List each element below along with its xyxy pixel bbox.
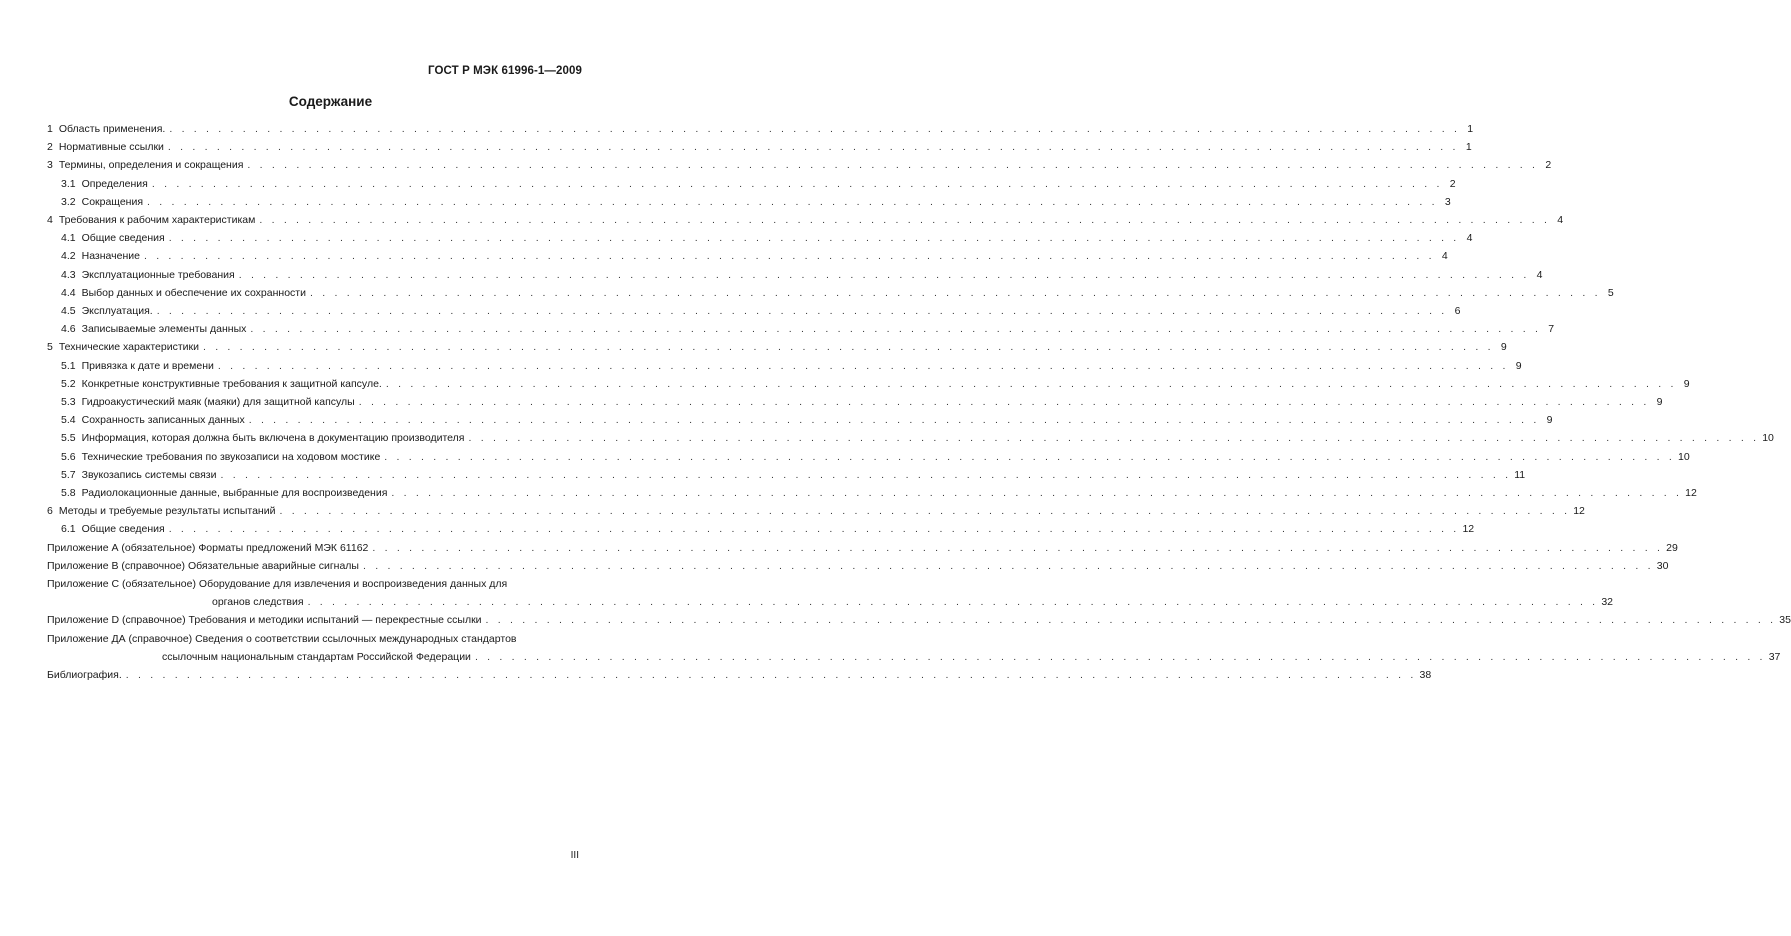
toc-entry-4-1[interactable] bbox=[47, 229, 1473, 247]
toc-entry-1[interactable] bbox=[47, 120, 1474, 138]
toc-page: 12 bbox=[1573, 505, 1585, 518]
dot-leader: . . . . . . . . . . . . . . . . . . . . . . . . . . . . . . . . . . . . . . . . . . . . . . . . . . . . . . . . . . . . . . . . . . . . . . . . . . . . . . . . . . . . . . . . . . . . . . . . . . . . . . . . . . bbox=[220, 468, 1512, 481]
dot-leader: . . . . . . . . . . . . . . . . . . . . . . . . . . . . . . . . . . . . . . . . . . . . . . . . . . . . . . . . . . . . . . . . . . . . . . . . . . . . . . . . . . . . . . . . . . . . . . . . . . . . . . . . . . bbox=[250, 323, 1542, 336]
toc-page: 11 bbox=[1514, 468, 1526, 481]
toc-number: 3 bbox=[47, 159, 53, 172]
toc-title: Технические требования по звукозаписи на ходовом мостике bbox=[81, 450, 381, 463]
dot-leader: . . . . . . . . . . . . . . . . . . . . . . . . . . . . . . . . . . . . . . . . . . . . . . . . . . . . . . . . . . . . . . . . . . . . . . . . . . . . . . . . . . . . . . . . . . . . . . . . . . . . . . . . . . bbox=[143, 250, 1435, 263]
toc-number: 5.4 bbox=[61, 414, 76, 427]
toc-page: 1 bbox=[1465, 141, 1472, 154]
dot-leader: . . . . . . . . . . . . . . . . . . . . . . . . . . . . . . . . . . . . . . . . . . . . . . . . . . . . . . . . . . . . . . . . . . . . . . . . . . . . . . . . . . . . . . . . . . . . . . . . . . . . . . . . . . bbox=[391, 487, 1683, 500]
toc-title: Гидроакустический маяк (маяки) для защитной капсулы bbox=[81, 396, 355, 409]
dot-leader: . . . . . . . . . . . . . . . . . . . . . . . . . . . . . . . . . . . . . . . . . . . . . . . . . . . . . . . . . . . . . . . . . . . . . . . . . . . . . . . . . . . . . . . . . . . . . . . . . . . . . . . . . . bbox=[217, 359, 1509, 372]
toc-page: 9 bbox=[1546, 414, 1553, 427]
toc-appendix-da[interactable] bbox=[47, 630, 1781, 666]
toc-number: 4 bbox=[47, 214, 53, 227]
toc-page: 3 bbox=[1444, 195, 1451, 208]
toc-entry-4-2[interactable] bbox=[47, 247, 1448, 265]
dot-leader: . . . . . . . . . . . . . . . . . . . . . . . . . . . . . . . . . . . . . . . . . . . . . . . . . . . . . . . . . . . . . . . . . . . . . . . . . . . . . . . . . . . . . . . . . . . . . . . . . . . . . . . . . . bbox=[147, 195, 1438, 208]
toc-page: 32 bbox=[1601, 596, 1613, 609]
toc-entry-5-6[interactable] bbox=[47, 448, 1690, 466]
toc-title: Приложение С (обязательное) Оборудование для извлечения и воспроизведения данных для bbox=[47, 578, 508, 591]
toc-number: 5.1 bbox=[61, 359, 76, 372]
toc-page: 35 bbox=[1779, 614, 1791, 627]
toc-title: Привязка к дате и времени bbox=[81, 359, 214, 372]
toc-page: 9 bbox=[1656, 396, 1663, 409]
toc-title: Звукозапись системы связи bbox=[81, 468, 217, 481]
toc-entry-5-1[interactable] bbox=[47, 357, 1522, 375]
dot-leader: . . . . . . . . . . . . . . . . . . . . . . . . . . . . . . . . . . . . . . . . . . . . . . . . . . . . . . . . . . . . . . . . . . . . . . . . . . . . . . . . . . . . . . . . . . . . . . . . . . . . . . . . . . bbox=[362, 559, 1654, 572]
toc-entry-5-7[interactable] bbox=[47, 466, 1526, 484]
toc-title: Библиография. bbox=[47, 669, 122, 682]
toc-title: Эксплуатационные требования bbox=[81, 268, 235, 281]
page-title: Содержание bbox=[288, 94, 373, 109]
toc-title: Методы и требуемые результаты испытаний bbox=[58, 505, 276, 518]
toc-entry-4-3[interactable] bbox=[47, 266, 1543, 284]
dot-leader: . . . . . . . . . . . . . . . . . . . . . . . . . . . . . . . . . . . . . . . . . . . . . . . . . . . . . . . . . . . . . . . . . . . . . . . . . . . . . . . . . . . . . . . . . . . . . . . . . . . . . . . . . . bbox=[238, 268, 1530, 281]
dot-leader: . . . . . . . . . . . . . . . . . . . . . . . . . . . . . . . . . . . . . . . . . . . . . . . . . . . . . . . . . . . . . . . . . . . . . . . . . . . . . . . . . . . . . . . . . . . . . . . . . . . . . . . . . . bbox=[169, 123, 1461, 135]
toc-page: 4 bbox=[1466, 232, 1473, 245]
toc-title: Приложение ДА (справочное) Сведения о соответствии ссылочных международных стандартов bbox=[47, 632, 517, 645]
toc-number: 1 bbox=[47, 123, 53, 135]
toc-title: Технические характеристики bbox=[58, 341, 199, 354]
toc-title: Термины, определения и сокращения bbox=[58, 159, 244, 172]
toc-number: 4.5 bbox=[61, 305, 76, 318]
toc-title: Общие сведения bbox=[81, 232, 165, 245]
toc-number: 5.7 bbox=[61, 468, 76, 481]
toc-page: 10 bbox=[1762, 432, 1774, 445]
dot-leader: . . . . . . . . . . . . . . . . . . . . . . . . . . . . . . . . . . . . . . . . . . . . . . . . . . . . . . . . . . . . . . . . . . . . . . . . . . . . . . . . . . . . . . . . . . . . . . . . . . . . . . . . . . bbox=[372, 541, 1664, 554]
toc-title: Радиолокационные данные, выбранные для воспроизведения bbox=[81, 487, 388, 500]
toc-number: 5.6 bbox=[61, 450, 76, 463]
document-code: ГОСТ Р МЭК 61996-1—2009 bbox=[428, 65, 582, 77]
toc-title: Конкретные конструктивные требования к защитной капсуле. bbox=[81, 377, 382, 390]
dot-leader: . . . . . . . . . . . . . . . . . . . . . . . . . . . . . . . . . . . . . . . . . . . . . . . . . . . . . . . . . . . . . . . . . . . . . . . . . . . . . . . . . . . . . . . . . . . . . . . . . . . . . . . . . . bbox=[485, 614, 1777, 627]
toc-page: 4 bbox=[1536, 268, 1543, 281]
dot-leader: . . . . . . . . . . . . . . . . . . . . . . . . . . . . . . . . . . . . . . . . . . . . . . . . . . . . . . . . . . . . . . . . . . . . . . . . . . . . . . . . . . . . . . . . . . . . . . . . . . . . . . . . . . bbox=[248, 414, 1540, 427]
toc-title: Эксплуатация. bbox=[81, 305, 153, 318]
toc-number: 4.4 bbox=[61, 286, 76, 299]
toc-entry-5-4[interactable] bbox=[47, 411, 1553, 429]
dot-leader: . . . . . . . . . . . . . . . . . . . . . . . . . . . . . . . . . . . . . . . . . . . . . . . . . . . . . . . . . . . . . . . . . . . . . . . . . . . . . . . . . . . . . . . . . . . . . . . . . . . . . . . . . . bbox=[151, 177, 1443, 190]
dot-leader: . . . . . . . . . . . . . . . . . . . . . . . . . . . . . . . . . . . . . . . . . . . . . . . . . . . . . . . . . . . . . . . . . . . . . . . . . . . . . . . . . . . . . . . . . . . . . . . . . . . . . . . . . . bbox=[168, 232, 1460, 245]
dot-leader: . . . . . . . . . . . . . . . . . . . . . . . . . . . . . . . . . . . . . . . . . . . . . . . . . . . . . . . . . . . . . . . . . . . . . . . . . . . . . . . . . . . . . . . . . . . . . . . . . . . . . . . . . . bbox=[259, 214, 1551, 227]
toc-entry-4-6[interactable] bbox=[47, 320, 1555, 338]
toc-entry-4-4[interactable] bbox=[47, 284, 1614, 302]
toc-entry-5-8[interactable] bbox=[47, 484, 1697, 502]
toc-page: 12 bbox=[1462, 523, 1475, 536]
toc-number: 4.1 bbox=[61, 232, 76, 245]
toc-bibliography[interactable] bbox=[47, 666, 1432, 684]
toc-entry-3-2[interactable] bbox=[47, 193, 1451, 211]
dot-leader: . . . . . . . . . . . . . . . . . . . . . . . . . . . . . . . . . . . . . . . . . . . . . . . . . . . . . . . . . . . . . . . . . . . . . . . . . . . . . . . . . . . . . . . . . . . . . . . . . . . . . . . . . . bbox=[279, 505, 1571, 518]
toc-title: Определения bbox=[81, 177, 148, 190]
toc-title: Требования к рабочим характеристикам bbox=[58, 214, 256, 227]
toc-title-continued: ссылочным национальным стандартам Российской Федерации bbox=[162, 650, 471, 663]
toc-number: 6 bbox=[47, 505, 53, 518]
toc-number: 4.3 bbox=[61, 268, 76, 281]
toc-appendix-b[interactable] bbox=[47, 557, 1669, 575]
toc-appendix-c[interactable] bbox=[47, 575, 1613, 611]
toc-appendix-a[interactable] bbox=[47, 539, 1678, 557]
toc-page: 37 bbox=[1768, 650, 1781, 663]
table-of-contents bbox=[47, 120, 1791, 684]
toc-page: 9 bbox=[1683, 377, 1690, 390]
toc-entry-4-5[interactable] bbox=[47, 302, 1461, 320]
dot-leader: . . . . . . . . . . . . . . . . . . . . . . . . . . . . . . . . . . . . . . . . . . . . . . . . . . . . . . . . . . . . . . . . . . . . . . . . . . . . . . . . . . . . . . . . . . . . . . . . . . . . . . . . . . bbox=[167, 141, 1459, 154]
toc-title: Приложение D (справочное) Требования и методики испытаний — перекрестные ссылки bbox=[47, 614, 482, 627]
toc-page: 2 bbox=[1449, 177, 1456, 190]
toc-entry-4[interactable] bbox=[47, 211, 1564, 229]
toc-page: 1 bbox=[1467, 123, 1474, 135]
toc-page: 9 bbox=[1500, 341, 1507, 354]
toc-page: 6 bbox=[1454, 305, 1461, 318]
toc-page: 4 bbox=[1441, 250, 1448, 263]
toc-number: 4.2 bbox=[61, 250, 76, 263]
dot-leader: . . . . . . . . . . . . . . . . . . . . . . . . . . . . . . . . . . . . . . . . . . . . . . . . . . . . . . . . . . . . . . . . . . . . . . . . . . . . . . . . . . . . . . . . . . . . . . . . . . . . . . . . . . bbox=[125, 669, 1417, 682]
dot-leader: . . . . . . . . . . . . . . . . . . . . . . . . . . . . . . . . . . . . . . . . . . . . . . . . . . . . . . . . . . . . . . . . . . . . . . . . . . . . . . . . . . . . . . . . . . . . . . . . . . . . . . . . . . bbox=[468, 432, 1760, 445]
toc-title: Приложение В (справочное) Обязательные аварийные сигналы bbox=[47, 559, 359, 572]
toc-entry-2[interactable] bbox=[47, 138, 1472, 156]
toc-number: 3.1 bbox=[61, 177, 76, 190]
dot-leader: . . . . . . . . . . . . . . . . . . . . . . . . . . . . . . . . . . . . . . . . . . . . . . . . . . . . . . . . . . . . . . . . . . . . . . . . . . . . . . . . . . . . . . . . . . . . . . . . . . . . . . . . . . bbox=[474, 650, 1766, 663]
toc-page: 30 bbox=[1656, 559, 1669, 572]
dot-leader: . . . . . . . . . . . . . . . . . . . . . . . . . . . . . . . . . . . . . . . . . . . . . . . . . . . . . . . . . . . . . . . . . . . . . . . . . . . . . . . . . . . . . . . . . . . . . . . . . . . . . . . . . . bbox=[385, 377, 1677, 390]
toc-page: 4 bbox=[1557, 214, 1564, 227]
toc-title: Выбор данных и обеспечение их сохранности bbox=[81, 286, 306, 299]
dot-leader: . . . . . . . . . . . . . . . . . . . . . . . . . . . . . . . . . . . . . . . . . . . . . . . . . . . . . . . . . . . . . . . . . . . . . . . . . . . . . . . . . . . . . . . . . . . . . . . . . . . . . . . . . . bbox=[247, 159, 1539, 172]
toc-entry-5-5[interactable] bbox=[47, 429, 1774, 447]
toc-title: Нормативные ссылки bbox=[58, 141, 164, 154]
toc-title: Назначение bbox=[81, 250, 140, 263]
dot-leader: . . . . . . . . . . . . . . . . . . . . . . . . . . . . . . . . . . . . . . . . . . . . . . . . . . . . . . . . . . . . . . . . . . . . . . . . . . . . . . . . . . . . . . . . . . . . . . . . . . . . . . . . . . bbox=[358, 396, 1650, 409]
toc-title: Информация, которая должна быть включена в документацию производителя bbox=[81, 432, 465, 445]
toc-title-continued: органов следствия bbox=[212, 596, 304, 609]
toc-title: Сокращения bbox=[81, 195, 144, 208]
toc-entry-5[interactable] bbox=[47, 338, 1507, 356]
toc-title: Приложение А (обязательное) Форматы предложений МЭК 61162 bbox=[47, 541, 369, 554]
toc-title: Записываемые элементы данных bbox=[81, 323, 247, 336]
dot-leader: . . . . . . . . . . . . . . . . . . . . . . . . . . . . . . . . . . . . . . . . . . . . . . . . . . . . . . . . . . . . . . . . . . . . . . . . . . . . . . . . . . . . . . . . . . . . . . . . . . . . . . . . . . bbox=[307, 596, 1599, 609]
toc-entry-5-3[interactable] bbox=[47, 393, 1663, 411]
dot-leader: . . . . . . . . . . . . . . . . . . . . . . . . . . . . . . . . . . . . . . . . . . . . . . . . . . . . . . . . . . . . . . . . . . . . . . . . . . . . . . . . . . . . . . . . . . . . . . . . . . . . . . . . . . bbox=[384, 450, 1676, 463]
toc-number: 5.2 bbox=[61, 377, 76, 390]
toc-number: 3.2 bbox=[61, 195, 76, 208]
toc-page: 29 bbox=[1666, 541, 1678, 554]
toc-entry-3[interactable] bbox=[47, 156, 1552, 174]
toc-entry-5-2[interactable] bbox=[47, 375, 1690, 393]
dot-leader: . . . . . . . . . . . . . . . . . . . . . . . . . . . . . . . . . . . . . . . . . . . . . . . . . . . . . . . . . . . . . . . . . . . . . . . . . . . . . . . . . . . . . . . . . . . . . . . . . . . . . . . . . . bbox=[202, 341, 1494, 354]
toc-page: 38 bbox=[1419, 669, 1432, 682]
toc-appendix-d[interactable] bbox=[47, 611, 1791, 629]
page-number: III bbox=[570, 850, 579, 861]
toc-number: 5.8 bbox=[61, 487, 76, 500]
toc-entry-3-1[interactable] bbox=[47, 175, 1456, 193]
toc-title: Сохранность записанных данных bbox=[81, 414, 245, 427]
toc-title: Общие сведения bbox=[81, 523, 165, 536]
toc-entry-6-1[interactable] bbox=[47, 520, 1475, 538]
toc-number: 5.5 bbox=[61, 432, 76, 445]
dot-leader: . . . . . . . . . . . . . . . . . . . . . . . . . . . . . . . . . . . . . . . . . . . . . . . . . . . . . . . . . . . . . . . . . . . . . . . . . . . . . . . . . . . . . . . . . . . . . . . . . . . . . . . . . . bbox=[309, 286, 1601, 299]
toc-number: 2 bbox=[47, 141, 53, 154]
dot-leader: . . . . . . . . . . . . . . . . . . . . . . . . . . . . . . . . . . . . . . . . . . . . . . . . . . . . . . . . . . . . . . . . . . . . . . . . . . . . . . . . . . . . . . . . . . . . . . . . . . . . . . . . . . bbox=[156, 305, 1448, 318]
toc-page: 7 bbox=[1548, 323, 1555, 336]
dot-leader: . . . . . . . . . . . . . . . . . . . . . . . . . . . . . . . . . . . . . . . . . . . . . . . . . . . . . . . . . . . . . . . . . . . . . . . . . . . . . . . . . . . . . . . . . . . . . . . . . . . . . . . . . . bbox=[168, 523, 1460, 536]
toc-entry-6[interactable] bbox=[47, 502, 1585, 520]
toc-page: 9 bbox=[1515, 359, 1522, 372]
toc-page: 2 bbox=[1545, 159, 1552, 172]
toc-page: 5 bbox=[1607, 286, 1614, 299]
toc-page: 10 bbox=[1678, 450, 1690, 463]
toc-title: Область применения. bbox=[58, 123, 166, 135]
toc-number: 6.1 bbox=[61, 523, 76, 536]
toc-page: 12 bbox=[1685, 487, 1697, 500]
toc-number: 5.3 bbox=[61, 396, 76, 409]
toc-number: 5 bbox=[47, 341, 53, 354]
toc-number: 4.6 bbox=[61, 323, 76, 336]
